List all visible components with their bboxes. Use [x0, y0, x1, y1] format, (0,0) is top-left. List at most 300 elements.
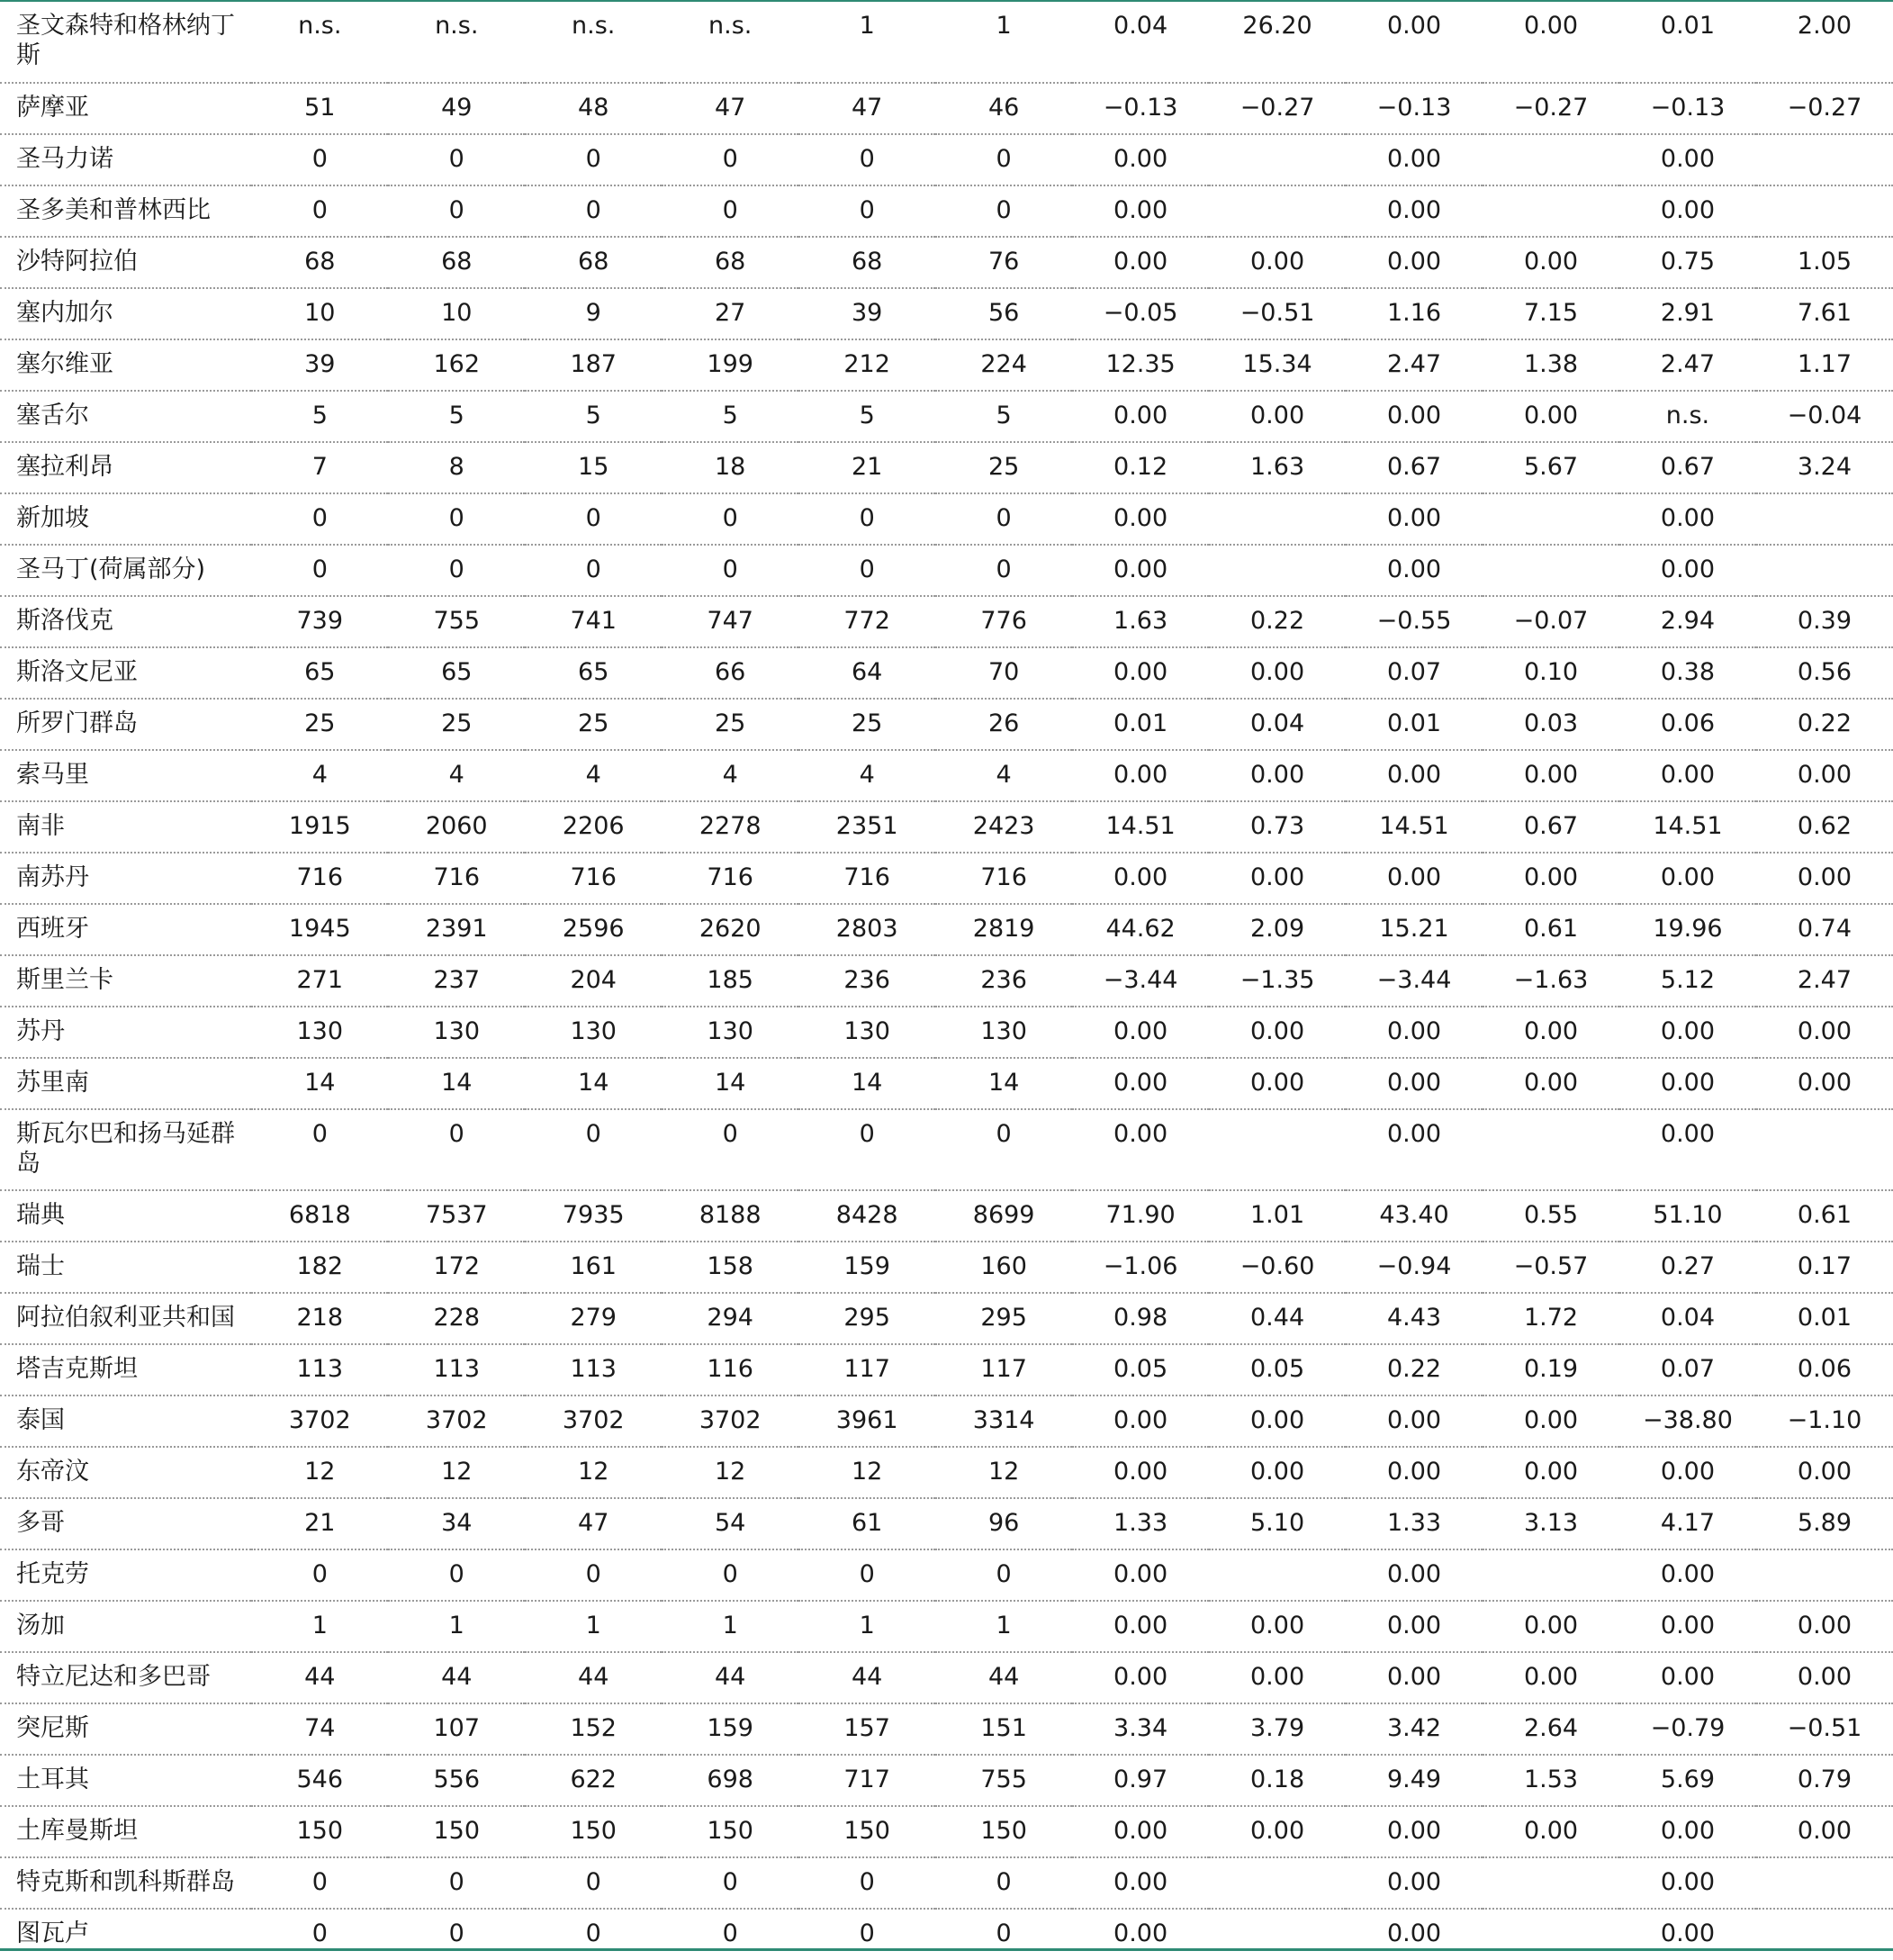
table-cell: 0.00 [1483, 1058, 1619, 1109]
table-cell: 0.00 [1209, 237, 1346, 288]
table-cell: 1 [935, 2, 1072, 83]
table-cell: 7935 [525, 1190, 662, 1242]
table-cell: 0 [251, 134, 388, 185]
table-cell: 0 [525, 545, 662, 596]
table-cell: 0.97 [1072, 1755, 1209, 1806]
table-cell: 0 [662, 493, 798, 545]
table-cell: 14.51 [1346, 801, 1483, 853]
table-cell: 150 [798, 1806, 935, 1857]
table-cell: 0.04 [1072, 2, 1209, 83]
table-cell: 3.79 [1209, 1703, 1346, 1755]
table-cell: 772 [798, 596, 935, 647]
table-cell: 1 [798, 1601, 935, 1652]
table-cell: −1.35 [1209, 955, 1346, 1007]
table-cell: −0.79 [1619, 1703, 1756, 1755]
table-cell: 18 [662, 442, 798, 493]
row-country-name: 新加坡 [0, 493, 251, 545]
table-cell: 25 [798, 699, 935, 750]
table-cell: 0.00 [1072, 647, 1209, 699]
table-cell: 0.03 [1483, 699, 1619, 750]
table-cell: 716 [388, 853, 525, 904]
table-cell: 0.00 [1619, 185, 1756, 237]
table-cell: −0.13 [1346, 83, 1483, 134]
table-cell: n.s. [388, 2, 525, 83]
table-cell: 2803 [798, 904, 935, 955]
table-cell: −0.27 [1483, 83, 1619, 134]
table-cell: n.s. [251, 2, 388, 83]
row-country-name: 斯瓦尔巴和扬马延群岛 [0, 1109, 251, 1190]
table-cell: 0.00 [1346, 1007, 1483, 1058]
table-cell: 3.42 [1346, 1703, 1483, 1755]
table-cell: 4 [251, 750, 388, 801]
table-cell: 0.00 [1346, 237, 1483, 288]
table-cell: −0.57 [1483, 1242, 1619, 1293]
table-row [0, 185, 1893, 237]
table-cell [1209, 545, 1346, 596]
table-cell: 3314 [935, 1395, 1072, 1447]
table-cell: 2391 [388, 904, 525, 955]
table-cell: 68 [251, 237, 388, 288]
table-cell: 237 [388, 955, 525, 1007]
table-cell: −0.27 [1209, 83, 1346, 134]
table-cell: 776 [935, 596, 1072, 647]
table-cell: 0.00 [1346, 134, 1483, 185]
table-cell: 0.00 [1483, 1806, 1619, 1857]
table-cell: −3.44 [1346, 955, 1483, 1007]
table-cell: 0.00 [1483, 1601, 1619, 1652]
table-row [0, 1395, 1893, 1447]
table-cell: 7537 [388, 1190, 525, 1242]
table-cell: 182 [251, 1242, 388, 1293]
table-cell: 113 [388, 1344, 525, 1395]
table-cell: 0 [525, 1109, 662, 1190]
table-cell: 755 [388, 596, 525, 647]
table-cell: 14 [798, 1058, 935, 1109]
table-cell: 2060 [388, 801, 525, 853]
table-cell: 0.00 [1660, 1919, 1716, 1947]
table-cell: 0 [251, 1857, 388, 1909]
table-cell: 0.00 [1346, 493, 1483, 545]
table-cell: 14 [525, 1058, 662, 1109]
table-cell: 717 [798, 1755, 935, 1806]
table-cell: 21 [798, 442, 935, 493]
table-cell: −1.10 [1756, 1395, 1893, 1447]
table-cell: 2620 [662, 904, 798, 955]
table-cell: 0.67 [1483, 801, 1619, 853]
table-cell: 0.75 [1619, 237, 1756, 288]
table-cell: 2.47 [1619, 339, 1756, 391]
table-cell: 0.00 [1072, 545, 1209, 596]
table-cell: 0.00 [1346, 1109, 1483, 1190]
table-cell: 0 [798, 1109, 935, 1190]
row-country-name: 圣马力诺 [0, 134, 251, 185]
table-cell: 271 [251, 955, 388, 1007]
table-cell: 0.04 [1619, 1293, 1756, 1344]
table-cell: 157 [798, 1703, 935, 1755]
table-cell: 150 [251, 1806, 388, 1857]
table-cell: 2278 [662, 801, 798, 853]
row-country-name: 萨摩亚 [0, 83, 251, 134]
table-cell: 0.00 [1072, 1007, 1209, 1058]
table-cell: 68 [525, 237, 662, 288]
table-cell: 236 [935, 955, 1072, 1007]
table-cell: 2351 [798, 801, 935, 853]
table-cell: 130 [662, 1007, 798, 1058]
table-cell: 12 [388, 1447, 525, 1498]
row-country-name: 突尼斯 [0, 1703, 251, 1755]
data-table [0, 2, 1893, 1960]
table-cell: 150 [935, 1806, 1072, 1857]
table-cell: 716 [525, 853, 662, 904]
table-cell: 0.00 [1483, 1007, 1619, 1058]
row-country-name: 阿拉伯叙利亚共和国 [0, 1293, 251, 1344]
table-cell: 1 [798, 2, 935, 83]
table-cell: 0.00 [1072, 493, 1209, 545]
table-cell: 130 [935, 1007, 1072, 1058]
table-cell: 0.39 [1756, 596, 1893, 647]
row-country-name: 多哥 [0, 1498, 251, 1549]
table-cell: −0.55 [1346, 596, 1483, 647]
table-cell: −1.63 [1483, 955, 1619, 1007]
table-cell: 739 [251, 596, 388, 647]
table-row [0, 1703, 1893, 1755]
table-cell: 107 [388, 1703, 525, 1755]
table-cell: 295 [935, 1293, 1072, 1344]
table-cell: 0.00 [1346, 1601, 1483, 1652]
table-cell: 47 [525, 1498, 662, 1549]
table-row [0, 1652, 1893, 1703]
table-cell: 26.20 [1209, 2, 1346, 83]
table-cell [1209, 185, 1346, 237]
table-row [0, 596, 1893, 647]
table-cell: 0 [388, 134, 525, 185]
table-cell: 0 [935, 185, 1072, 237]
table-cell: 0 [662, 185, 798, 237]
table-cell: 4.43 [1346, 1293, 1483, 1344]
table-cell: 0.07 [1619, 1344, 1756, 1395]
row-country-name: 泰国 [0, 1395, 251, 1447]
table-cell: 151 [935, 1703, 1072, 1755]
table-cell: 1.17 [1756, 339, 1893, 391]
table-cell: 27 [662, 288, 798, 339]
table-row [0, 1190, 1893, 1242]
table-cell: 0.00 [1072, 391, 1209, 442]
table-cell: 1.53 [1483, 1755, 1619, 1806]
table-cell: 0.00 [1483, 1652, 1619, 1703]
table-cell [1756, 1549, 1893, 1601]
table-cell: 5.67 [1483, 442, 1619, 493]
table-cell: 65 [388, 647, 525, 699]
table-cell: 158 [662, 1242, 798, 1293]
table-cell [1756, 1109, 1893, 1190]
table-cell: 3.34 [1072, 1703, 1209, 1755]
table-row [0, 750, 1893, 801]
table-cell: 44 [525, 1652, 662, 1703]
table-cell: 0.01 [1619, 2, 1756, 83]
table-cell: 8699 [935, 1190, 1072, 1242]
table-cell: 5.12 [1619, 955, 1756, 1007]
table-cell: 0.73 [1209, 801, 1346, 853]
table-cell: 716 [798, 853, 935, 904]
table-cell: 0.00 [1209, 1058, 1346, 1109]
table-cell [1756, 545, 1893, 596]
table-cell: 3.24 [1756, 442, 1893, 493]
table-cell: 2.91 [1619, 288, 1756, 339]
table-cell: 10 [251, 288, 388, 339]
table-bottom-rule [0, 1948, 1893, 1951]
table-row [0, 955, 1893, 1007]
table-cell: 1.38 [1483, 339, 1619, 391]
table-cell: 0 [388, 493, 525, 545]
table-cell: 5.69 [1619, 1755, 1756, 1806]
table-cell: 0.00 [1619, 493, 1756, 545]
table-cell: 14.51 [1619, 801, 1756, 853]
table-cell: 21 [251, 1498, 388, 1549]
table-row [0, 1498, 1893, 1549]
table-row [0, 391, 1893, 442]
table-row [0, 134, 1893, 185]
table-cell: −0.60 [1209, 1242, 1346, 1293]
table-cell: 49 [388, 83, 525, 134]
table-cell: 0 [935, 545, 1072, 596]
table-cell: 0.00 [1483, 1447, 1619, 1498]
table-cell [1209, 1909, 1346, 1960]
table-row [0, 1857, 1893, 1909]
table-cell: 0.06 [1756, 1344, 1893, 1395]
table-cell: 0.05 [1072, 1344, 1209, 1395]
row-country-name: 斯里兰卡 [0, 955, 251, 1007]
table-cell: 0.01 [1072, 699, 1209, 750]
table-cell: 2.47 [1346, 339, 1483, 391]
table-cell: 0.00 [1619, 134, 1756, 185]
row-country-name: 苏里南 [0, 1058, 251, 1109]
table-cell: 0.22 [1209, 596, 1346, 647]
table-row [0, 2, 1893, 83]
table-cell: 76 [935, 237, 1072, 288]
row-country-name: 苏丹 [0, 1007, 251, 1058]
table-cell: 187 [525, 339, 662, 391]
row-country-name: 图瓦卢 [16, 1919, 89, 1947]
table-cell: 279 [525, 1293, 662, 1344]
table-cell: 116 [662, 1344, 798, 1395]
table-cell: 698 [662, 1755, 798, 1806]
table-cell: −3.44 [1072, 955, 1209, 1007]
table-cell: 25 [388, 699, 525, 750]
table-row [0, 1058, 1893, 1109]
table-cell: 113 [525, 1344, 662, 1395]
table-cell: 0.04 [1209, 699, 1346, 750]
table-row [0, 1293, 1893, 1344]
table-cell: 0.00 [1072, 237, 1209, 288]
table-cell: 741 [525, 596, 662, 647]
table-cell: 4 [662, 750, 798, 801]
table-cell: 0.00 [1346, 1857, 1483, 1909]
table-cell: 0.00 [1346, 853, 1483, 904]
table-cell: 0.00 [1483, 750, 1619, 801]
table-row [0, 1755, 1893, 1806]
table-cell: 0.00 [1209, 391, 1346, 442]
table-cell: 0 [662, 1549, 798, 1601]
table-cell: 0.00 [1386, 1919, 1442, 1947]
table-cell [1483, 1909, 1619, 1960]
table-cell: 14 [388, 1058, 525, 1109]
table-cell: 224 [935, 339, 1072, 391]
row-country-name: 圣文森特和格林纳丁斯 [0, 2, 251, 83]
table-cell: 0 [798, 545, 935, 596]
table-cell: 0 [662, 1857, 798, 1909]
table-cell: 0.98 [1072, 1293, 1209, 1344]
table-row [0, 801, 1893, 853]
table-cell: 47 [662, 83, 798, 134]
row-country-name: 塞拉利昂 [0, 442, 251, 493]
row-country-name: 塞尔维亚 [0, 339, 251, 391]
table-cell: 1 [251, 1601, 388, 1652]
table-cell: 0.00 [1619, 1806, 1756, 1857]
table-cell: 152 [525, 1703, 662, 1755]
table-cell: 130 [525, 1007, 662, 1058]
table-cell [1483, 545, 1619, 596]
table-body [0, 2, 1893, 1960]
table-cell: 1.16 [1346, 288, 1483, 339]
table-cell: 228 [388, 1293, 525, 1344]
table-cell: 0 [448, 1919, 464, 1947]
table-row [0, 699, 1893, 750]
table-cell: 0.17 [1756, 1242, 1893, 1293]
table-cell: 0.00 [1483, 237, 1619, 288]
table-cell: 0.00 [1209, 1395, 1346, 1447]
table-cell: 0 [388, 545, 525, 596]
table-row [0, 1344, 1893, 1395]
table-cell: 162 [388, 339, 525, 391]
row-country-name: 塔吉克斯坦 [0, 1344, 251, 1395]
table-cell: 185 [662, 955, 798, 1007]
table-cell [1756, 134, 1893, 185]
table-cell: 0 [662, 134, 798, 185]
table-cell: 546 [251, 1755, 388, 1806]
table-cell: 54 [662, 1498, 798, 1549]
table-cell: 74 [251, 1703, 388, 1755]
row-country-name: 西班牙 [0, 904, 251, 955]
table-cell: 44 [251, 1652, 388, 1703]
table-cell: 5 [388, 391, 525, 442]
table-row [0, 237, 1893, 288]
table-cell: 0.06 [1619, 699, 1756, 750]
table-cell: 755 [935, 1755, 1072, 1806]
table-cell: 25 [251, 699, 388, 750]
table-cell: 2423 [935, 801, 1072, 853]
table-cell: 1945 [251, 904, 388, 955]
table-cell: 26 [935, 699, 1072, 750]
table-cell: −0.51 [1756, 1703, 1893, 1755]
table-cell: 159 [662, 1703, 798, 1755]
table-cell: 48 [525, 83, 662, 134]
table-cell: 117 [935, 1344, 1072, 1395]
table-cell: 1 [388, 1601, 525, 1652]
table-cell: 8188 [662, 1190, 798, 1242]
table-cell: 2206 [525, 801, 662, 853]
table-cell [1756, 1857, 1893, 1909]
row-country-name: 东帝汶 [0, 1447, 251, 1498]
table-cell: −0.13 [1619, 83, 1756, 134]
table-cell: 0.00 [1483, 391, 1619, 442]
table-row [0, 853, 1893, 904]
row-country-name: 斯洛伐克 [0, 596, 251, 647]
table-cell: 0.44 [1209, 1293, 1346, 1344]
table-cell: 0.00 [1072, 1601, 1209, 1652]
table-cell: 25 [525, 699, 662, 750]
table-cell: 5 [251, 391, 388, 442]
row-country-name: 塞内加尔 [0, 288, 251, 339]
row-country-name: 圣多美和普林西比 [0, 185, 251, 237]
table-cell [1483, 134, 1619, 185]
row-country-name: 索马里 [0, 750, 251, 801]
table-cell: 0.00 [1346, 1395, 1483, 1447]
table-cell: 0.00 [1072, 1109, 1209, 1190]
table-cell: 3702 [388, 1395, 525, 1447]
table-cell: 0.56 [1756, 647, 1893, 699]
table-cell [1483, 1109, 1619, 1190]
table-row [0, 493, 1893, 545]
table-cell: 0.05 [1209, 1344, 1346, 1395]
table-cell: 0.00 [1619, 750, 1756, 801]
table-cell: 12 [662, 1447, 798, 1498]
table-cell: 12 [798, 1447, 935, 1498]
row-country-name: 瑞典 [0, 1190, 251, 1242]
table-cell: 0.01 [1346, 699, 1483, 750]
table-cell: 5.10 [1209, 1498, 1346, 1549]
table-cell: 14.51 [1072, 801, 1209, 853]
table-cell: 0.00 [1619, 1601, 1756, 1652]
table-cell: 0.00 [1209, 647, 1346, 699]
table-cell: 7.15 [1483, 288, 1619, 339]
table-cell: 0 [662, 545, 798, 596]
table-cell: 8 [388, 442, 525, 493]
table-row [0, 1007, 1893, 1058]
table-cell: 0.00 [1072, 185, 1209, 237]
table-cell: 0.00 [1072, 1549, 1209, 1601]
row-country-name: 土耳其 [0, 1755, 251, 1806]
table-cell: 130 [251, 1007, 388, 1058]
table-cell: 2.64 [1483, 1703, 1619, 1755]
table-cell: 0.00 [1072, 1652, 1209, 1703]
table-row [0, 904, 1893, 955]
table-cell: 0.00 [1619, 1007, 1756, 1058]
table-cell [1756, 185, 1893, 237]
table-cell: 159 [798, 1242, 935, 1293]
table-cell: −0.04 [1756, 391, 1893, 442]
table-cell: 199 [662, 339, 798, 391]
table-cell: 0.00 [1072, 750, 1209, 801]
table-cell: 0 [388, 185, 525, 237]
table-cell: 161 [525, 1242, 662, 1293]
table-cell: 212 [798, 339, 935, 391]
table-cell: 3702 [662, 1395, 798, 1447]
table-cell [1483, 493, 1619, 545]
table-cell: −0.07 [1483, 596, 1619, 647]
table-row [0, 647, 1893, 699]
table-cell: 0.00 [1072, 1806, 1209, 1857]
row-country-name: 沙特阿拉伯 [0, 237, 251, 288]
table-cell: 56 [935, 288, 1072, 339]
table-cell: 1.72 [1483, 1293, 1619, 1344]
table-cell: 68 [798, 237, 935, 288]
table-cell: −0.27 [1756, 83, 1893, 134]
table-cell: 2.47 [1756, 955, 1893, 1007]
table-row [0, 1447, 1893, 1498]
table-cell: 747 [662, 596, 798, 647]
table-cell: 39 [798, 288, 935, 339]
table-cell: 0.00 [1483, 2, 1619, 83]
